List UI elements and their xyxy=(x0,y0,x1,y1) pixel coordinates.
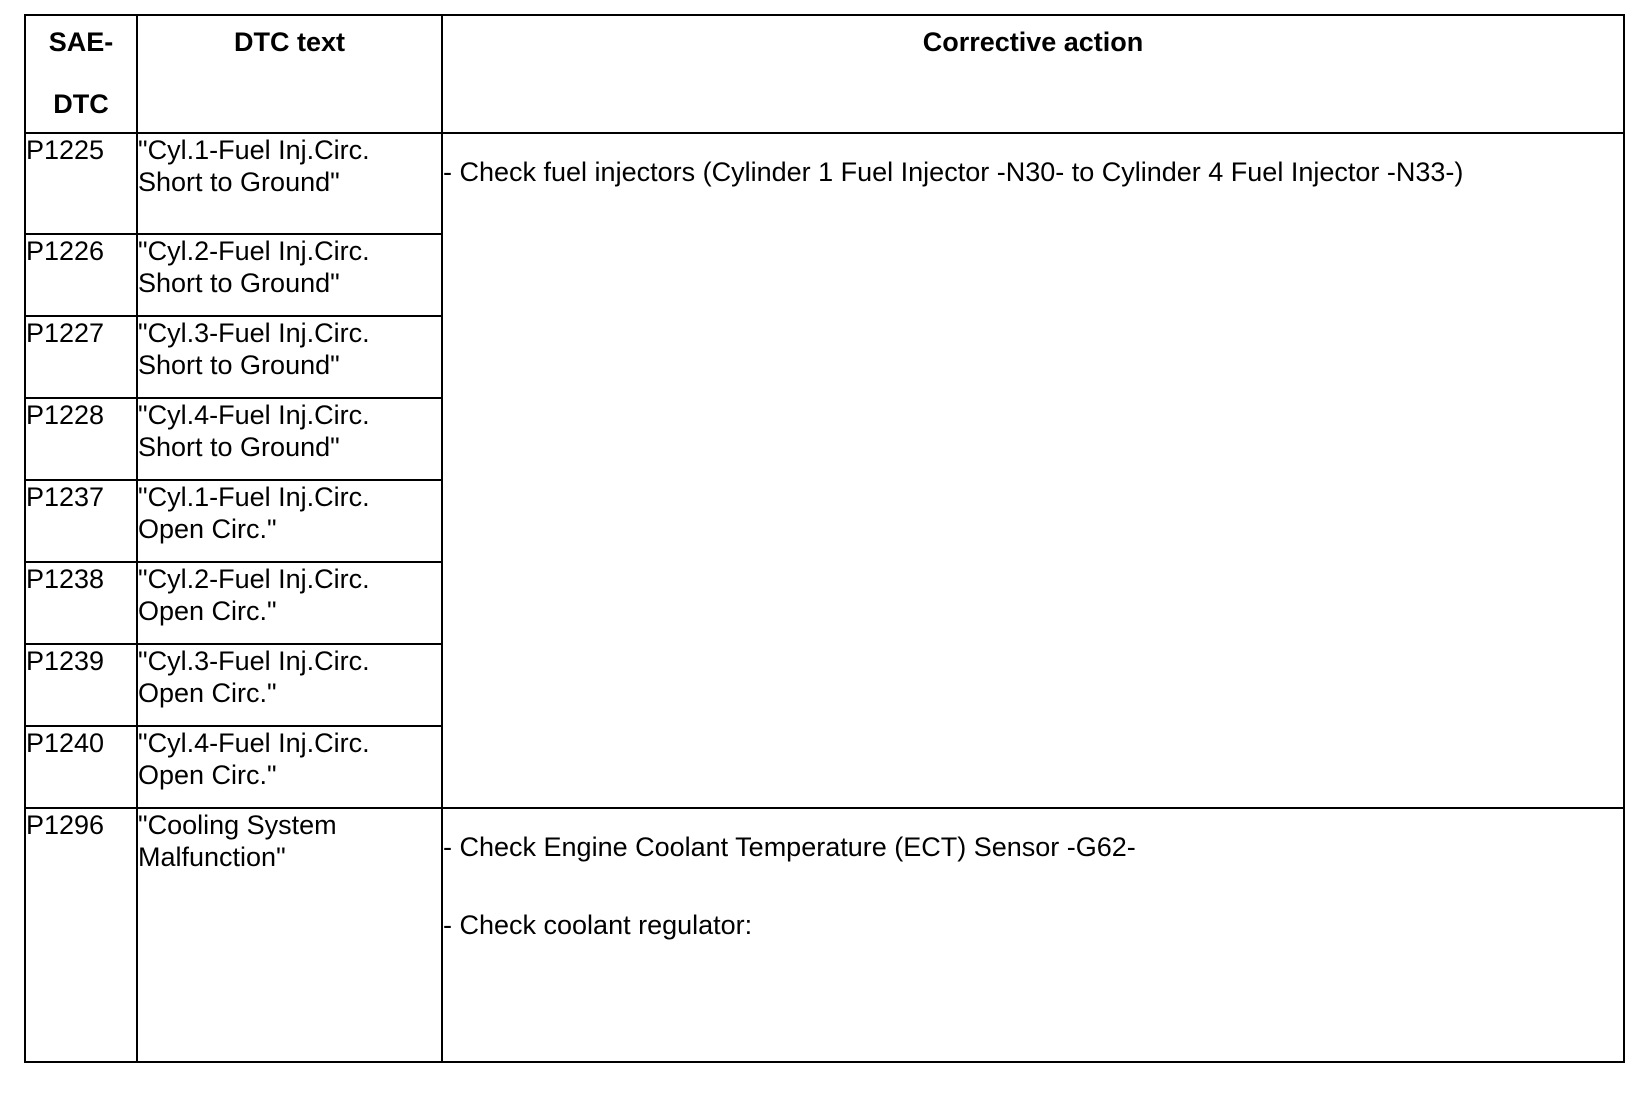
dtc-code: P1237 xyxy=(25,480,137,562)
dtc-text-line1: "Cyl.1-Fuel Inj.Circ. xyxy=(138,135,370,165)
dtc-text-line2: Open Circ." xyxy=(138,760,277,790)
dtc-text xyxy=(137,398,442,480)
dtc-text xyxy=(137,808,442,1062)
header-dtc-text-label: DTC text xyxy=(233,27,345,57)
action-check-coolant-regulator: - Check coolant regulator: xyxy=(443,910,753,940)
header-corrective-action-label: Corrective action xyxy=(922,27,1144,57)
dtc-text xyxy=(137,133,442,234)
dtc-code: P1228 xyxy=(25,398,137,480)
dtc-text-line2: Short to Ground" xyxy=(138,268,340,298)
dtc-text-line1: "Cyl.4-Fuel Inj.Circ. xyxy=(138,728,370,758)
dtc-text-line2: Open Circ." xyxy=(138,596,277,626)
dtc-code: P1227 xyxy=(25,316,137,398)
dtc-code: P1238 xyxy=(25,562,137,644)
header-dtc-text xyxy=(137,15,442,133)
dtc-text-line1: "Cyl.4-Fuel Inj.Circ. xyxy=(138,400,370,430)
dtc-text-line2: Open Circ." xyxy=(138,678,277,708)
table-header-row xyxy=(25,15,1624,133)
header-corrective-action xyxy=(442,15,1624,133)
dtc-text xyxy=(137,644,442,726)
dtc-code: P1239 xyxy=(25,644,137,726)
dtc-text-line2: Open Circ." xyxy=(138,514,277,544)
dtc-text-line2: Short to Ground" xyxy=(138,350,340,380)
corrective-action-cooling xyxy=(442,808,1624,1062)
dtc-code: P1226 xyxy=(25,234,137,316)
action-check-ect-sensor: - Check Engine Coolant Temperature (ECT) Sensor -G62- xyxy=(443,832,1136,862)
dtc-text xyxy=(137,316,442,398)
dtc-text xyxy=(137,480,442,562)
dtc-text-line1: "Cooling System xyxy=(138,810,337,840)
header-sae-dtc-line2: DTC xyxy=(53,89,109,119)
header-sae-dtc-line1: SAE- xyxy=(48,27,114,57)
corrective-action-injectors xyxy=(442,133,1624,808)
dtc-code: P1296 xyxy=(25,808,137,1062)
dtc-text xyxy=(137,562,442,644)
table-row xyxy=(25,808,1624,1062)
dtc-text xyxy=(137,234,442,316)
header-sae-dtc xyxy=(25,15,137,133)
dtc-text-line2: Malfunction" xyxy=(138,842,286,872)
dtc-text-line1: "Cyl.2-Fuel Inj.Circ. xyxy=(138,564,370,594)
action-check-fuel-injectors: - Check fuel injectors (Cylinder 1 Fuel Injector -N30- to Cylinder 4 Fuel Injector -N33-) xyxy=(443,157,1464,187)
dtc-table xyxy=(24,14,1625,1063)
dtc-code: P1225 xyxy=(25,133,137,234)
dtc-text-line1: "Cyl.3-Fuel Inj.Circ. xyxy=(138,318,370,348)
dtc-text xyxy=(137,726,442,808)
dtc-text-line2: Short to Ground" xyxy=(138,432,340,462)
dtc-text-line1: "Cyl.2-Fuel Inj.Circ. xyxy=(138,236,370,266)
dtc-code: P1240 xyxy=(25,726,137,808)
dtc-text-line1: "Cyl.3-Fuel Inj.Circ. xyxy=(138,646,370,676)
dtc-text-line1: "Cyl.1-Fuel Inj.Circ. xyxy=(138,482,370,512)
dtc-text-line2: Short to Ground" xyxy=(138,167,340,197)
table-row xyxy=(25,133,1624,234)
